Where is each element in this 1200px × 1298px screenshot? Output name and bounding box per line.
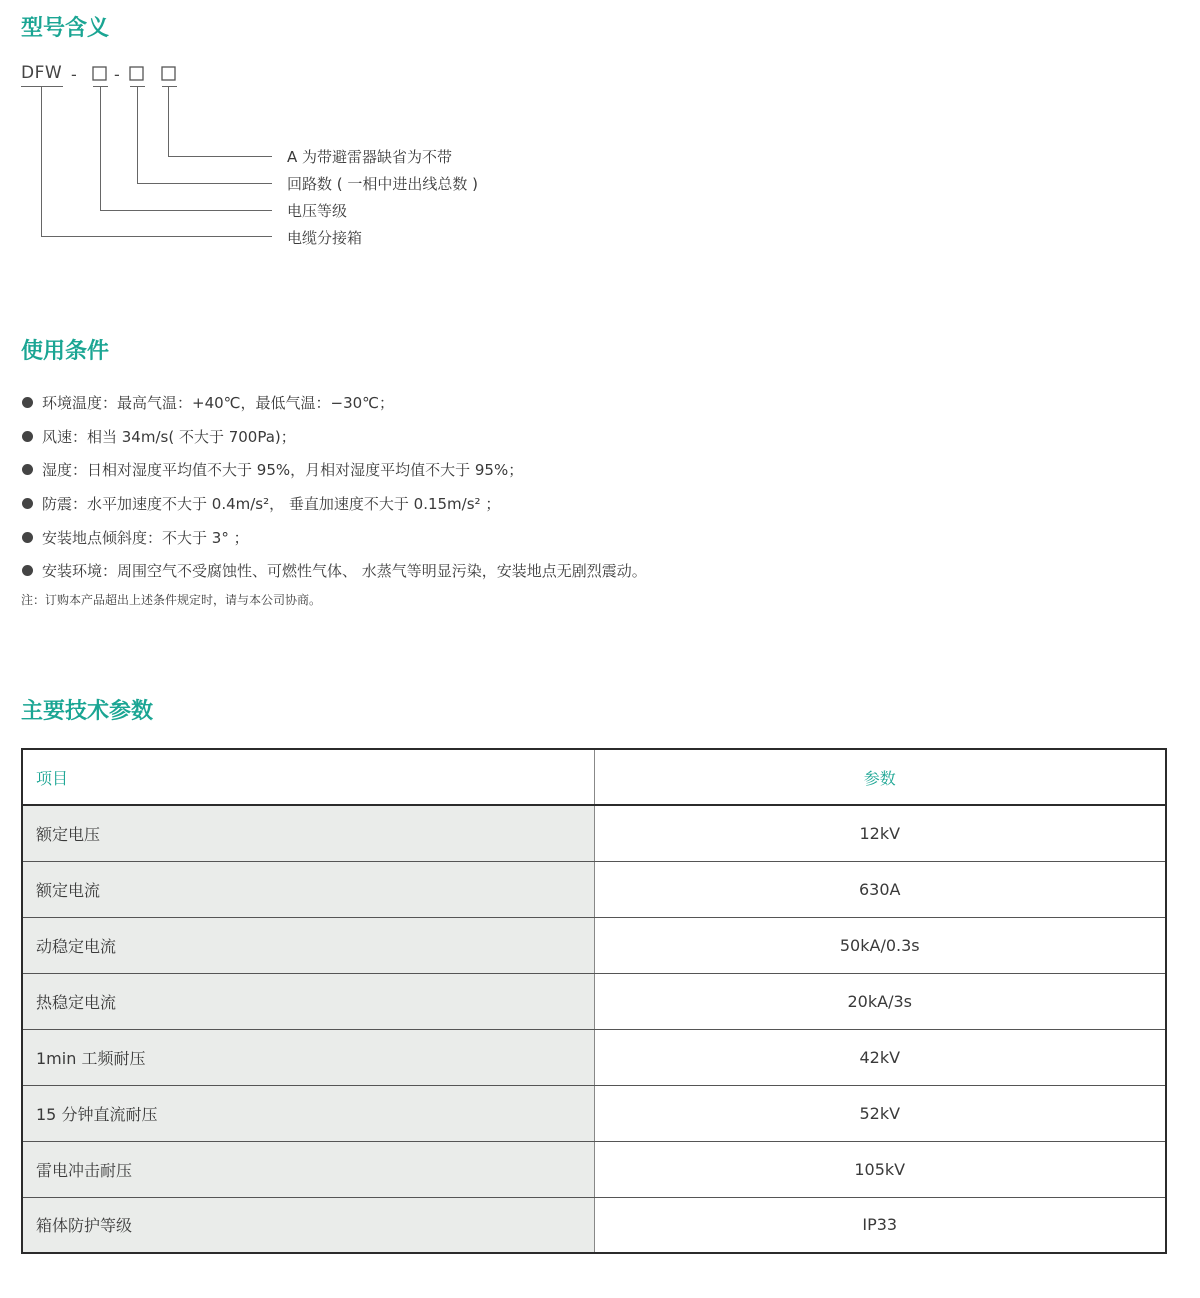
legend-voltage-level: 电压等级 xyxy=(287,202,348,220)
row-value: 630A xyxy=(594,861,1166,917)
condition-text: 环境温度：最高气温：+40℃，最低气温：−30℃； xyxy=(42,394,395,413)
row-value: 52kV xyxy=(594,1085,1166,1141)
table-row xyxy=(22,1197,1166,1253)
row-value: 50kA/0.3s xyxy=(594,917,1166,973)
conditions-list xyxy=(22,386,647,588)
row-item: 1min 工频耐压 xyxy=(22,1029,594,1085)
technical-params-title: 主要技术参数 xyxy=(21,699,154,724)
conditions-note: 注：订购本产品超出上述条件规定时，请与本公司协商。 xyxy=(21,593,322,607)
condition-text: 风速：相当 34m/s( 不大于 700Pa)； xyxy=(42,427,296,446)
row-value: IP33 xyxy=(594,1197,1166,1253)
condition-text: 防震：水平加速度不大于 0.4m/s²， 垂直加速度不大于 0.15m/s² ； xyxy=(42,495,501,514)
row-value: 42kV xyxy=(594,1029,1166,1085)
condition-wind xyxy=(22,420,647,454)
table-row xyxy=(22,805,1166,861)
model-code: DFW xyxy=(21,63,63,83)
row-value: 20kA/3s xyxy=(594,973,1166,1029)
row-item: 额定电压 xyxy=(22,805,594,861)
bullet-icon xyxy=(22,565,33,576)
table-row xyxy=(22,861,1166,917)
bullet-icon xyxy=(22,397,33,408)
condition-environment xyxy=(22,554,647,588)
row-item: 额定电流 xyxy=(22,861,594,917)
table-row xyxy=(22,1029,1166,1085)
table-row xyxy=(22,1085,1166,1141)
technical-params-table xyxy=(21,748,1167,1254)
legend-cable-branch-box: 电缆分接箱 xyxy=(287,229,363,247)
legend-circuits: 回路数 ( 一相中进出线总数 ) xyxy=(287,175,479,193)
row-item: 热稳定电流 xyxy=(22,973,594,1029)
row-value: 12kV xyxy=(594,805,1166,861)
usage-conditions-title: 使用条件 xyxy=(21,339,110,364)
row-item: 动稳定电流 xyxy=(22,917,594,973)
bullet-icon xyxy=(22,431,33,442)
row-item: 雷电冲击耐压 xyxy=(22,1141,594,1197)
header-value: 参数 xyxy=(594,749,1166,805)
header-item: 项目 xyxy=(22,749,594,805)
condition-seismic xyxy=(22,487,647,521)
condition-text: 安装地点倾斜度：不大于 3° ； xyxy=(42,528,249,547)
condition-text: 湿度：日相对湿度平均值不大于 95%，月相对湿度平均值不大于 95%； xyxy=(42,461,524,480)
bullet-icon xyxy=(22,532,33,543)
condition-text: 安装环境：周围空气不受腐蚀性、可燃性气体、 水蒸气等明显污染，安装地点无剧烈震动。 xyxy=(42,562,647,581)
condition-temperature xyxy=(22,386,647,420)
code-slot-arrester xyxy=(162,67,175,80)
condition-humidity xyxy=(22,453,647,487)
row-item: 箱体防护等级 xyxy=(22,1197,594,1253)
code-dash-2: - xyxy=(114,65,120,84)
table-row xyxy=(22,973,1166,1029)
row-item: 15 分钟直流耐压 xyxy=(22,1085,594,1141)
table-row xyxy=(22,917,1166,973)
bullet-icon xyxy=(22,464,33,475)
model-meaning-title: 型号含义 xyxy=(21,16,110,41)
table-row xyxy=(22,1141,1166,1197)
code-slot-voltage xyxy=(93,67,106,80)
code-slot-circuits xyxy=(130,67,143,80)
row-value: 105kV xyxy=(594,1141,1166,1197)
code-dash-1: - xyxy=(71,65,77,84)
legend-arrester: A 为带避雷器缺省为不带 xyxy=(287,148,453,166)
condition-inclination xyxy=(22,520,647,554)
bullet-icon xyxy=(22,498,33,509)
model-designation-diagram xyxy=(0,0,1200,260)
table-header-row xyxy=(22,749,1166,805)
